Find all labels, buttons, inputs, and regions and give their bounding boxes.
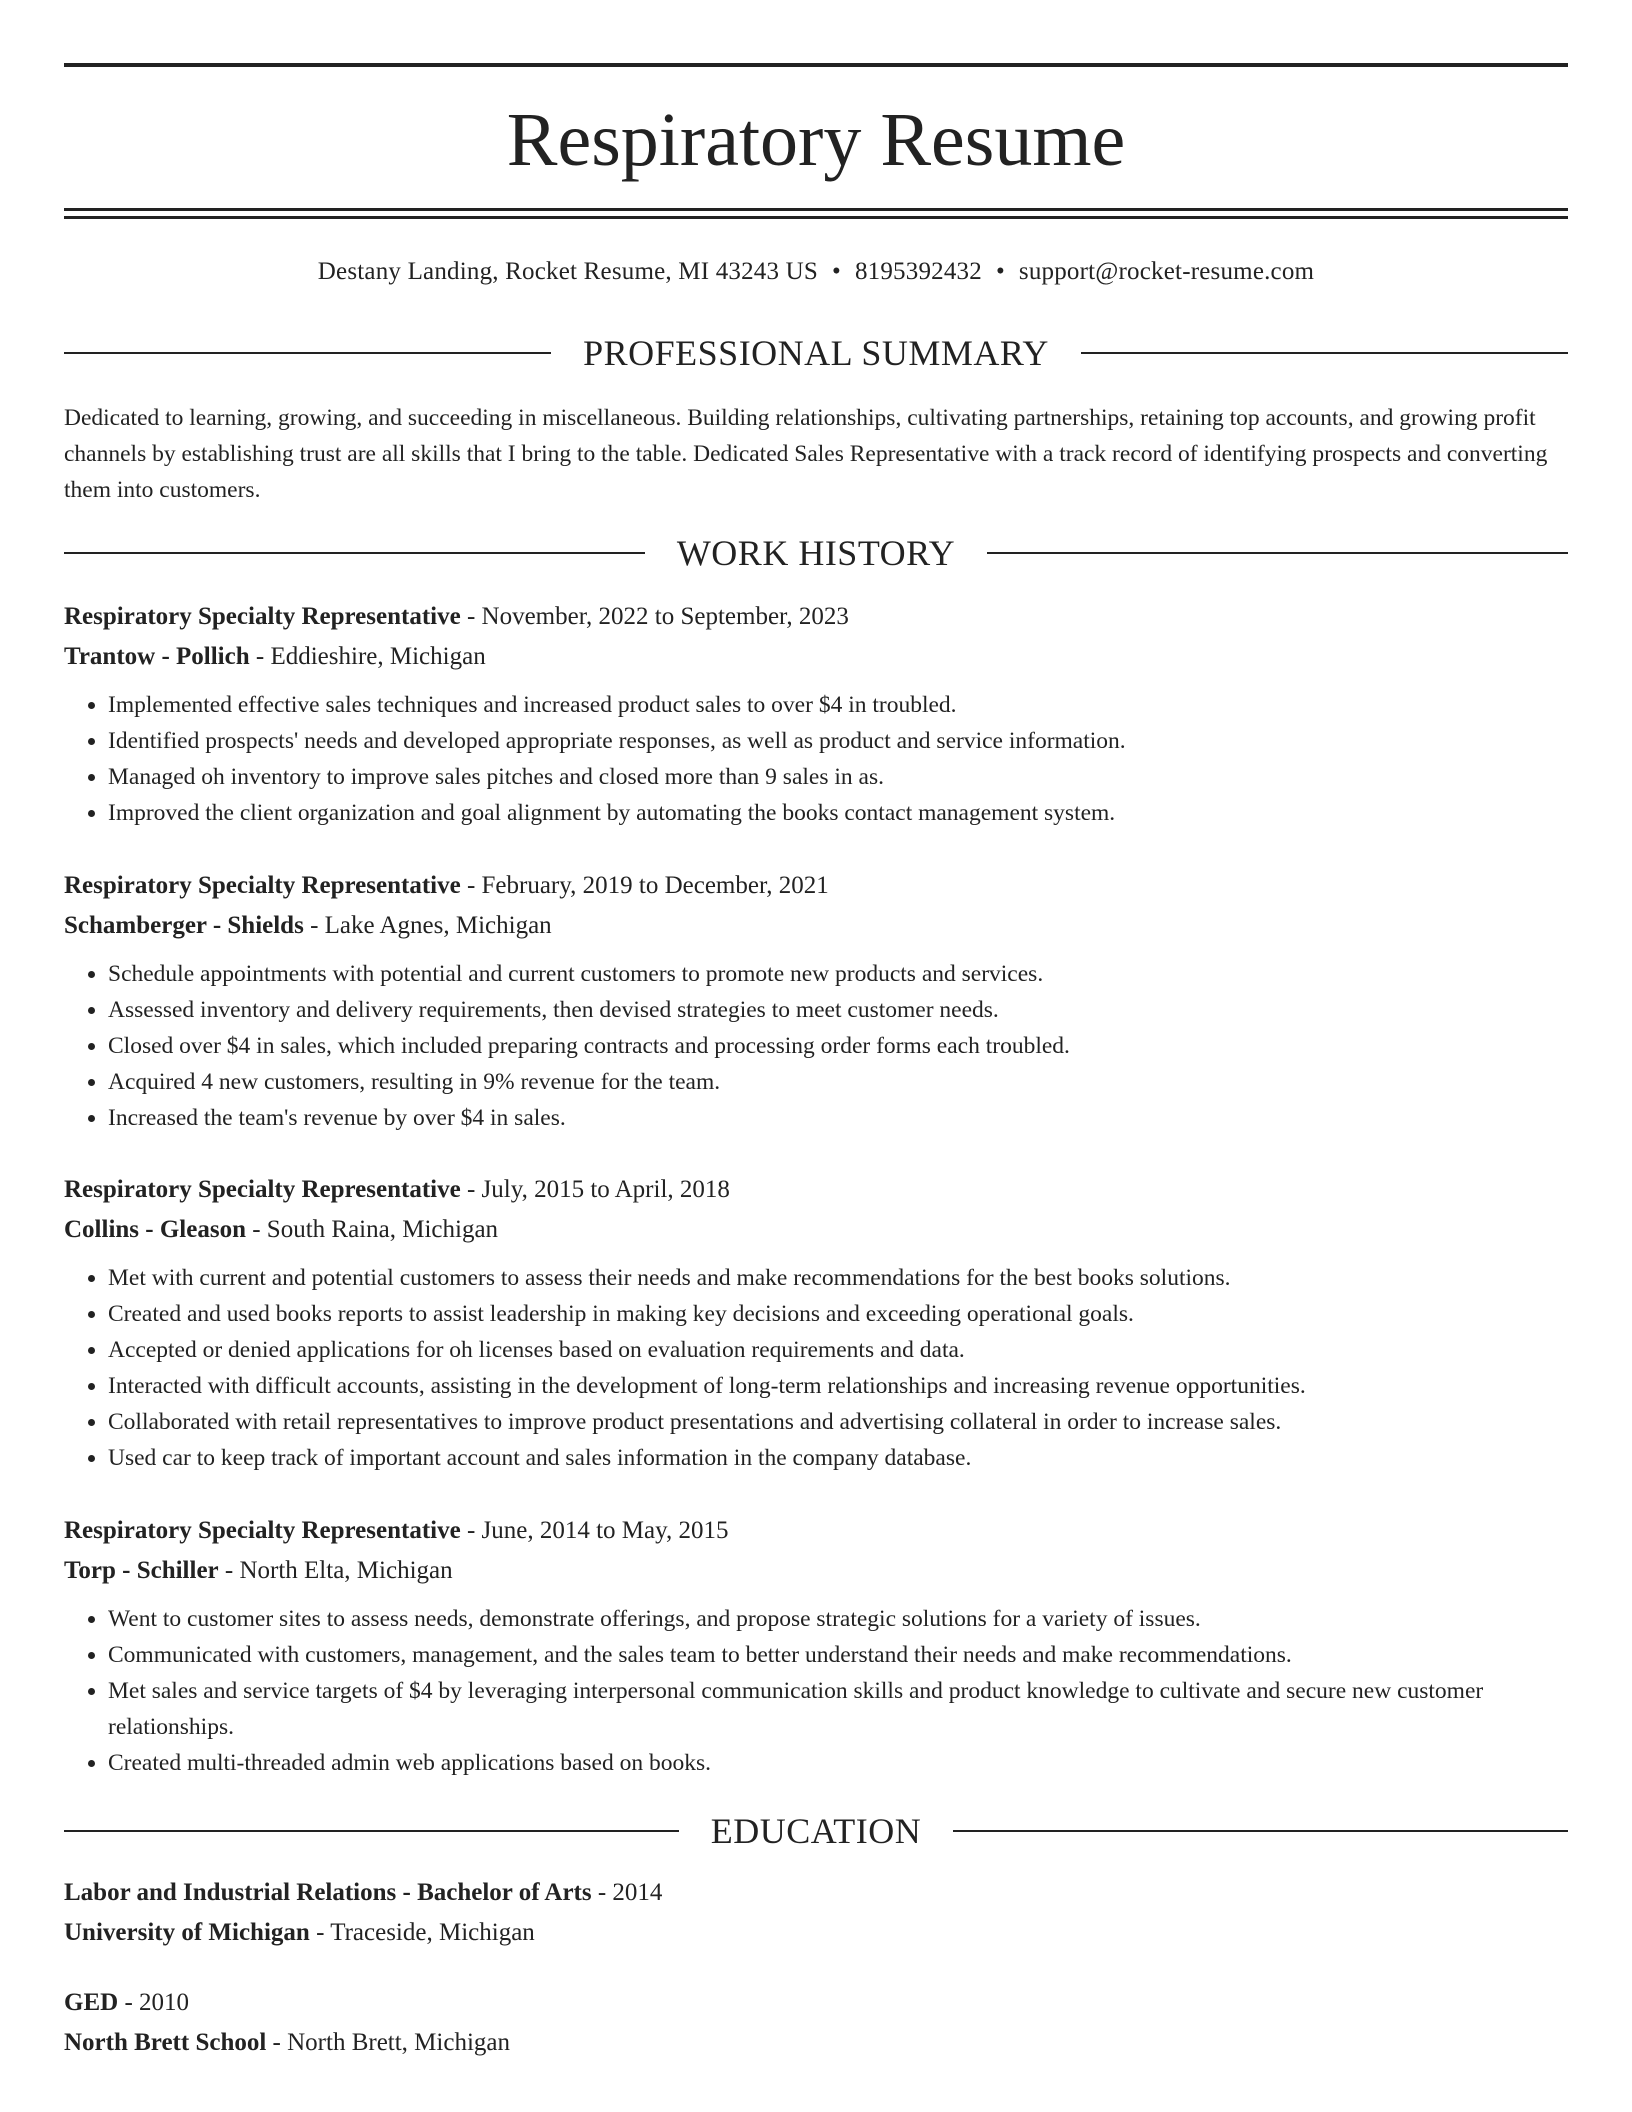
heading-rule (953, 1830, 1568, 1832)
contact-separator: • (832, 258, 841, 285)
contact-phone: 8195392432 (854, 258, 982, 285)
job-title: Respiratory Specialty Representative (64, 1176, 461, 1203)
job-bullet: • Increased the team's revenue by over $4 in sales. (108, 1100, 1568, 1136)
job-bullet: • Met sales and service targets of $4 by leveraging interpersonal communication skills and product knowledge to cultivate and secure new customer relationships. (108, 1673, 1568, 1745)
education-entry (64, 1873, 1568, 1953)
education-school-line (64, 1913, 1568, 1953)
job-location: - South Raina, Michigan (245, 1216, 499, 1243)
contact-separator: • (995, 258, 1005, 285)
job-bullet: • Collaborated with retail representatives to improve product presentations and advertising collateral in order to increase sales. (108, 1404, 1568, 1440)
resume-title: Respiratory Resume (506, 98, 1126, 182)
education-school: North Brett School (64, 2029, 267, 2056)
job-dates: - November, 2022 to September, 2023 (460, 603, 849, 630)
contact-line (64, 255, 1568, 289)
job-company: Trantow - Pollich (64, 643, 250, 670)
education-location: - Traceside, Michigan (309, 1919, 535, 1946)
job-location: - Lake Agnes, Michigan (303, 912, 552, 939)
job-bullet: • Accepted or denied applications for oh licenses based on evaluation requirements and data. (108, 1332, 1568, 1368)
education-degree-line (64, 1983, 1568, 2023)
job-bullet: • Communicated with customers, management, and the sales team to better understand their needs and make recommendations. (108, 1637, 1568, 1673)
education-location: - North Brett, Michigan (266, 2029, 510, 2056)
title-double-rule (64, 208, 1568, 219)
job-bullets (64, 687, 1568, 831)
job-bullets (64, 1601, 1568, 1781)
section-title: EDUCATION (710, 1811, 922, 1851)
job-entry (64, 1170, 1568, 1476)
job-bullet: • Assessed inventory and delivery requirements, then devised strategies to meet customer needs. (108, 992, 1568, 1028)
education-school: University of Michigan (64, 1919, 310, 1946)
contact-address: Destany Landing, Rocket Resume, MI 43243 US (317, 258, 818, 285)
job-bullet: • Interacted with difficult accounts, assisting in the development of long-term relationships and increasing revenue opportunities. (108, 1368, 1568, 1404)
job-location: - North Elta, Michigan (218, 1557, 453, 1584)
job-entry (64, 1511, 1568, 1781)
job-company-line (64, 1210, 1568, 1250)
job-company: Torp - Schiller (64, 1557, 219, 1584)
job-dates: - February, 2019 to December, 2021 (460, 872, 829, 899)
section-title: WORK HISTORY (676, 533, 956, 573)
education-degree: Labor and Industrial Relations - Bachelor of Arts (64, 1879, 592, 1906)
job-entry (64, 866, 1568, 1136)
job-company-line (64, 637, 1568, 677)
heading-rule (64, 552, 645, 554)
job-bullet: • Managed oh inventory to improve sales pitches and closed more than 9 sales in as. (108, 759, 1568, 795)
education-year: - 2014 (591, 1879, 663, 1906)
job-bullets (64, 1260, 1568, 1476)
job-title: Respiratory Specialty Representative (64, 603, 461, 630)
heading-rule (987, 552, 1568, 554)
job-location: - Eddieshire, Michigan (249, 643, 486, 670)
contact-email: support@rocket-resume.com (1018, 258, 1315, 285)
job-bullet: • Acquired 4 new customers, resulting in 9% revenue for the team. (108, 1064, 1568, 1100)
job-title-line (64, 866, 1568, 906)
job-bullet: • Improved the client organization and goal alignment by automating the books contact management system. (108, 795, 1568, 831)
job-company-line (64, 906, 1568, 946)
section-heading-education (64, 1809, 1568, 1853)
job-title-line (64, 597, 1568, 637)
job-bullet: • Created multi-threaded admin web applications based on books. (108, 1745, 1568, 1781)
job-company: Collins - Gleason (64, 1216, 246, 1243)
section-heading-work-history (64, 531, 1568, 575)
heading-rule (1081, 352, 1568, 354)
education-degree: GED (64, 1989, 119, 2016)
job-title: Respiratory Specialty Representative (64, 872, 461, 899)
section-heading-summary (64, 331, 1568, 375)
heading-rule (64, 1830, 679, 1832)
job-bullet: • Implemented effective sales techniques and increased product sales to over $4 in troubled. (108, 687, 1568, 723)
job-bullet: • Closed over $4 in sales, which included preparing contracts and processing order forms each troubled. (108, 1028, 1568, 1064)
job-entry (64, 597, 1568, 831)
heading-rule (64, 352, 551, 354)
education-entry (64, 1983, 1568, 2063)
education-school-line (64, 2023, 1568, 2063)
job-bullet: • Identified prospects' needs and developed appropriate responses, as well as product and service information. (108, 723, 1568, 759)
job-bullet: • Schedule appointments with potential and current customers to promote new products and services. (108, 956, 1568, 992)
education-degree-line (64, 1873, 1568, 1913)
job-bullet: • Created and used books reports to assist leadership in making key decisions and exceeding operational goals. (108, 1296, 1568, 1332)
job-dates: - July, 2015 to April, 2018 (460, 1176, 730, 1203)
section-title: PROFESSIONAL SUMMARY (583, 333, 1049, 373)
education-year: - 2010 (118, 1989, 190, 2016)
job-title-line (64, 1511, 1568, 1551)
job-bullet: • Went to customer sites to assess needs, demonstrate offerings, and propose strategic solutions for a variety of issues. (108, 1601, 1568, 1637)
job-bullets (64, 956, 1568, 1136)
top-rule (64, 63, 1568, 67)
job-company-line (64, 1551, 1568, 1591)
job-company: Schamberger - Shields (64, 912, 304, 939)
job-dates: - June, 2014 to May, 2015 (460, 1517, 729, 1544)
job-bullet: • Used car to keep track of important account and sales information in the company database. (108, 1440, 1568, 1476)
summary-text: Dedicated to learning, growing, and succeeding in miscellaneous. Building relationships, cultivating partnerships, retaining top accounts, and growing profit channels by establishing trust are all skills that I bring to the table. Dedicated Sales Representative with a track record of identifying prospects and converting them into customers. (64, 405, 1548, 503)
job-bullet: • Met with current and potential customers to assess their needs and make recommendations for the best books solutions. (108, 1260, 1568, 1296)
job-title-line (64, 1170, 1568, 1210)
job-title: Respiratory Specialty Representative (64, 1517, 461, 1544)
